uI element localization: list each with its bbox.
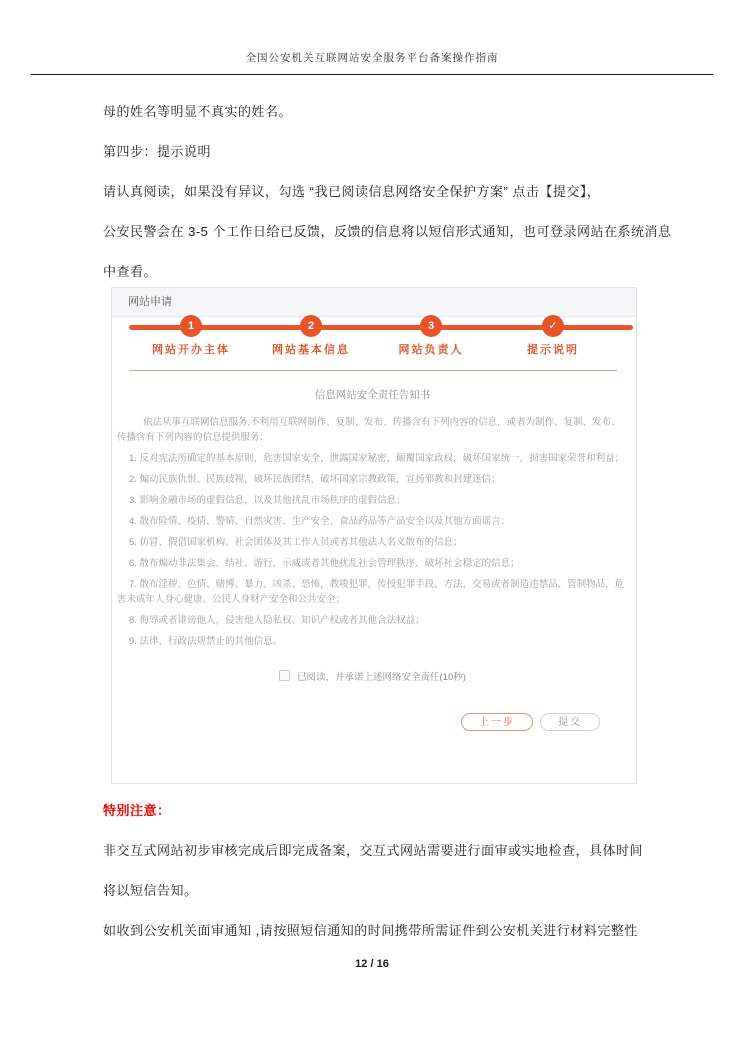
step-1-label: 网站开办主体 (152, 344, 230, 356)
notice-item: 7. 散布淫秽、色情、赌博、暴力、凶杀、恐怖，教唆犯罪，传授犯罪手段、方法，交易或者制造违禁品、管制物品，危害未成年人身心健康、公民人身财产安全和公共安全； (117, 579, 625, 605)
submit-button[interactable]: 提交 (540, 713, 600, 731)
header-divider (31, 74, 713, 75)
agreement-checkbox-label: 已阅读，并承诺上述网络安全责任(10秒) (297, 672, 466, 683)
step-4-label: 提示说明 (527, 344, 579, 356)
step-2-circle: 2 (300, 315, 322, 337)
agreement-checkbox[interactable] (279, 670, 290, 681)
panel-title: 网站申请 (112, 288, 636, 317)
notice-item: 2. 煽动民族仇恨、民族歧视，破坏民族团结，破坏国家宗教政策，宣扬邪教和封建迷信； (129, 474, 501, 485)
panel-button-row (117, 713, 628, 731)
step-1-circle: 1 (180, 315, 202, 337)
step-2-site-basic-info[interactable] (251, 315, 371, 357)
notice-item: 3. 影响金融市场的虚假信息，以及其他扰乱市场秩序的虚假信息； (129, 495, 406, 506)
document-header-title: 全国公安机关互联网站安全服务平台备案操作指南 (245, 52, 499, 64)
body-paragraph: 母的姓名等明显不真实的姓名。 (103, 104, 293, 119)
notice-item: 9. 法律、行政法规禁止的其他信息。 (129, 636, 283, 647)
page-number: 12 / 16 (355, 958, 389, 970)
body-paragraph: 公安民警会在 3-5 个工作日给已反馈，反馈的信息将以短信形式通知，也可登录网站在系统消息 (103, 224, 672, 239)
notice-title: 信息网站安全责任告知书 (314, 389, 431, 401)
previous-step-button[interactable]: 上一步 (461, 713, 533, 731)
body-paragraph: 请认真阅读，如果没有异议，勾选 “我已阅读信息网络安全保护方案” 点击【提交】， (103, 184, 601, 199)
agreement-checkbox-row (117, 669, 628, 683)
special-note-heading: 特别注意： (103, 803, 171, 818)
notice-item: 1. 反对宪法所确定的基本原则，危害国家安全，泄露国家秘密，颠覆国家政权，破坏国家统一，损害国家荣誉和利益； (129, 453, 625, 464)
step-3-label: 网站负责人 (398, 344, 464, 356)
notice-item: 8. 侮辱或者诽谤他人，侵害他人隐私权、知识产权或者其他合法权益； (129, 615, 425, 626)
notice-intro: 依法从事互联网信息服务,不利用互联网制作、复制、发布、传播含有下列内容的信息，或者为制作、复制、发布、传播含有下列内容的信息提供服务： (117, 417, 621, 443)
security-responsibility-notice (112, 371, 636, 731)
step-3-site-manager[interactable] (371, 315, 491, 357)
step-4-check-icon: ✓ (542, 315, 564, 337)
note-paragraph: 非交互式网站初步审核完成后即完成备案，交互式网站需要进行面审或实地检查，具体时间 (103, 843, 644, 858)
step-3-circle: 3 (420, 315, 442, 337)
step-1-site-organizer[interactable] (131, 315, 251, 357)
website-application-panel (111, 287, 637, 784)
body-paragraph: 第四步：提示说明 (103, 144, 212, 159)
notice-item: 4. 散布险情、疫情、警情、自然灾害、生产安全、食品药品等产品安全以及其他方面谣言； (129, 516, 511, 527)
body-paragraph: 中查看。 (103, 264, 158, 279)
notice-item: 5. 仿冒、假借国家机构、社会团体及其工作人员或者其他法人名义散布的信息； (129, 537, 463, 548)
step-4-instructions[interactable] (493, 315, 613, 357)
notice-item: 6. 散布煽动非法集会、结社、游行、示威或者其他扰乱社会管理秩序、破坏社会稳定的信息； (129, 558, 520, 569)
step-2-label: 网站基本信息 (272, 344, 350, 356)
note-paragraph: 将以短信告知。 (103, 883, 198, 898)
step-indicator (112, 317, 636, 370)
note-paragraph: 如收到公安机关面审通知 ,请按照短信通知的时间携带所需证件到公安机关进行材料完整性 (103, 923, 638, 938)
